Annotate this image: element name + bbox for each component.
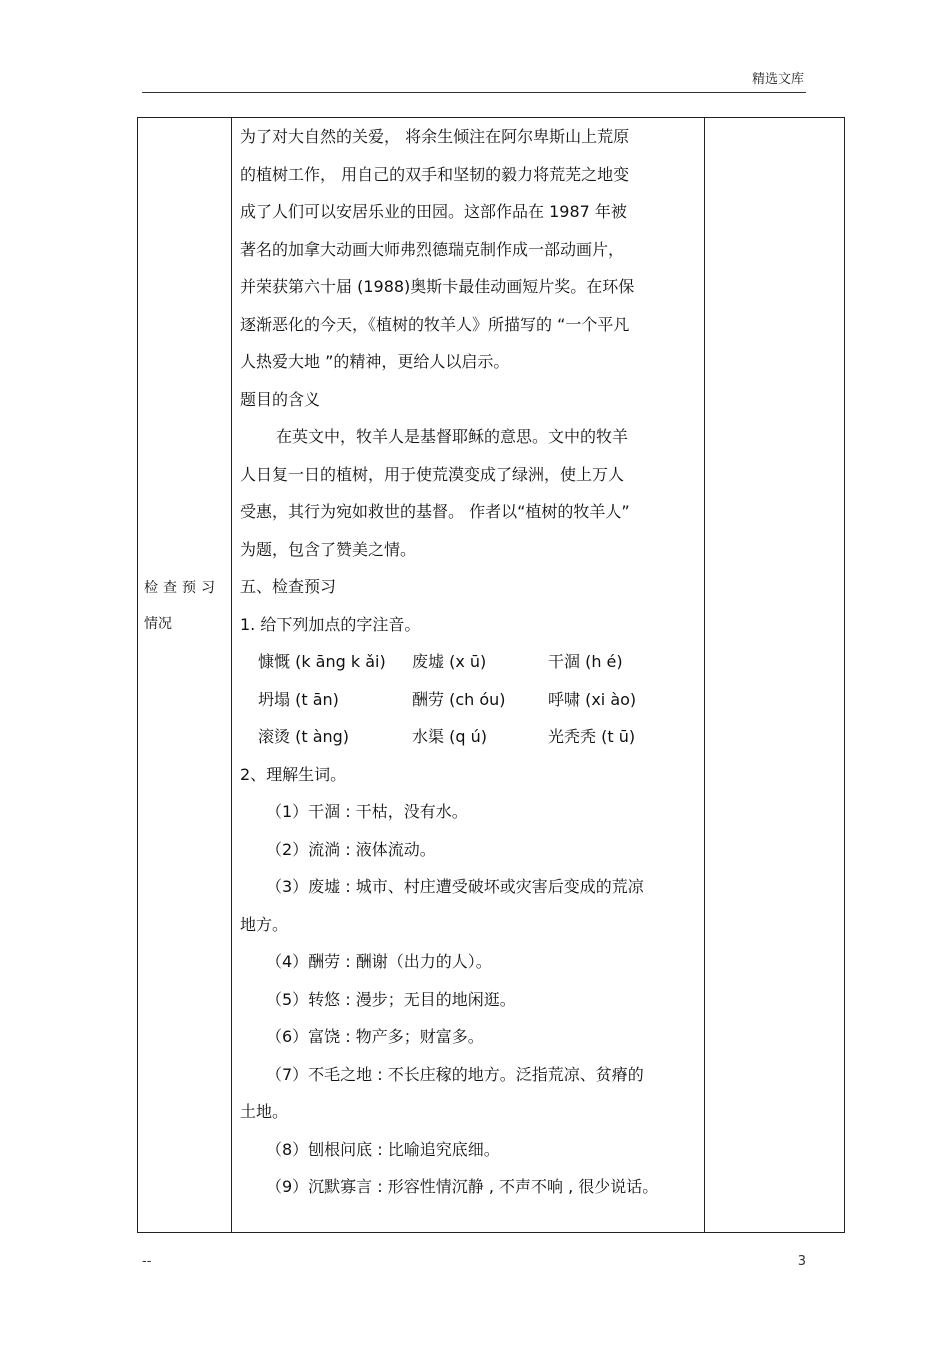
vocab-item: （3）废墟 : 城市、村庄遭受破坏或灾害后变成的荒凉 [266,877,644,896]
text-line: 为题，包含了赞美之情。 [240,539,417,559]
row-label-line: 情况 [144,616,172,632]
pinyin-item: 干涸 (h é) [548,652,623,671]
text-line: 逐渐恶化的今天，《植树的牧羊人》所描写的 “一个平凡 [240,314,630,334]
page-number: 3 [797,1254,806,1269]
pinyin-item: 光秃秃 (t ū) [548,727,636,746]
text-line: 著名的加拿大动画大师弗烈德瑞克制作成一部动画片， [240,239,625,259]
text-line: 成了人们可以安居乐业的田园。这部作品在 1987 年被 [240,202,627,221]
text-line: 人日复一日的植树，用于使荒漠变成了绿洲，使上万人 [240,464,625,484]
text-line: 为了对大自然的关爱， 将余生倾注在阿尔卑斯山上荒原 [240,127,630,146]
vocab-item: （1）干涸 : 干枯，没有水。 [266,802,468,821]
lesson-table [137,117,845,1233]
pinyin-item: 水渠 (q ú) [412,727,487,746]
vocab-item: （2）流淌 : 液体流动。 [266,839,436,859]
text-line: 的植树工作， 用自己的双手和坚韧的毅力将荒芜之地变 [240,164,630,184]
pinyin-item: 废墟 (x ū) [412,652,487,671]
vocab-item: （5）转悠 : 漫步；无目的地闲逛。 [266,989,516,1009]
vocab-item: （8）刨根问底 : 比喻追究底细。 [266,1139,500,1159]
row-label-line: 检查预习 [144,580,220,596]
row-label [144,570,226,642]
pinyin-item: 坍塌 (t ān) [258,689,339,709]
lesson-content [240,118,702,1206]
vocab-item: （9）沉默寡言 : 形容性情沉静 , 不声不响 , 很少说话。 [266,1177,659,1196]
vocab-item: （7）不毛之地 : 不长庄稼的地方。泛指荒凉、贫瘠的 [266,1064,644,1084]
text-line: 在英文中，牧羊人是基督耶稣的意思。文中的牧羊 [276,427,629,446]
vocab-item-continuation: 土地。 [240,1102,289,1121]
table-column-divider [231,118,232,1232]
text-line: 受惠，其行为宛如救世的基督。 作者以“植树的牧羊人” [240,502,630,521]
pinyin-row [240,643,702,681]
pinyin-item: 慷慨 (k āng k ǎi) [258,652,386,671]
footer-marker: -- [142,1254,152,1269]
section-heading: 五、检查预习 [240,577,337,596]
pinyin-item: 呼啸 (xi ào) [548,689,637,709]
vocab-item: （6）富饶 : 物产多；财富多。 [266,1027,484,1046]
text-line: 并荣获第六十届 (1988)奥斯卡最佳动画短片奖。在环保 [240,277,635,296]
text-line: 人热爱大地 ”的精神，更给人以启示。 [240,352,510,371]
header-brand: 精选文库 [751,72,804,87]
pinyin-item: 滚烫 (t àng) [258,727,350,746]
pinyin-item: 酬劳 (ch óu) [412,689,506,709]
table-column-divider [704,118,705,1232]
exercise-prompt: 1. 给下列加点的字注音。 [240,614,421,634]
subheading: 题目的含义 [240,389,321,409]
vocab-item-continuation: 地方。 [240,914,289,934]
vocab-item: （4）酬劳 : 酬谢（出力的人）。 [266,952,492,971]
pinyin-row [240,718,702,756]
section-heading: 2、理解生词。 [240,764,347,784]
pinyin-row [240,681,702,719]
header-divider [142,92,806,93]
